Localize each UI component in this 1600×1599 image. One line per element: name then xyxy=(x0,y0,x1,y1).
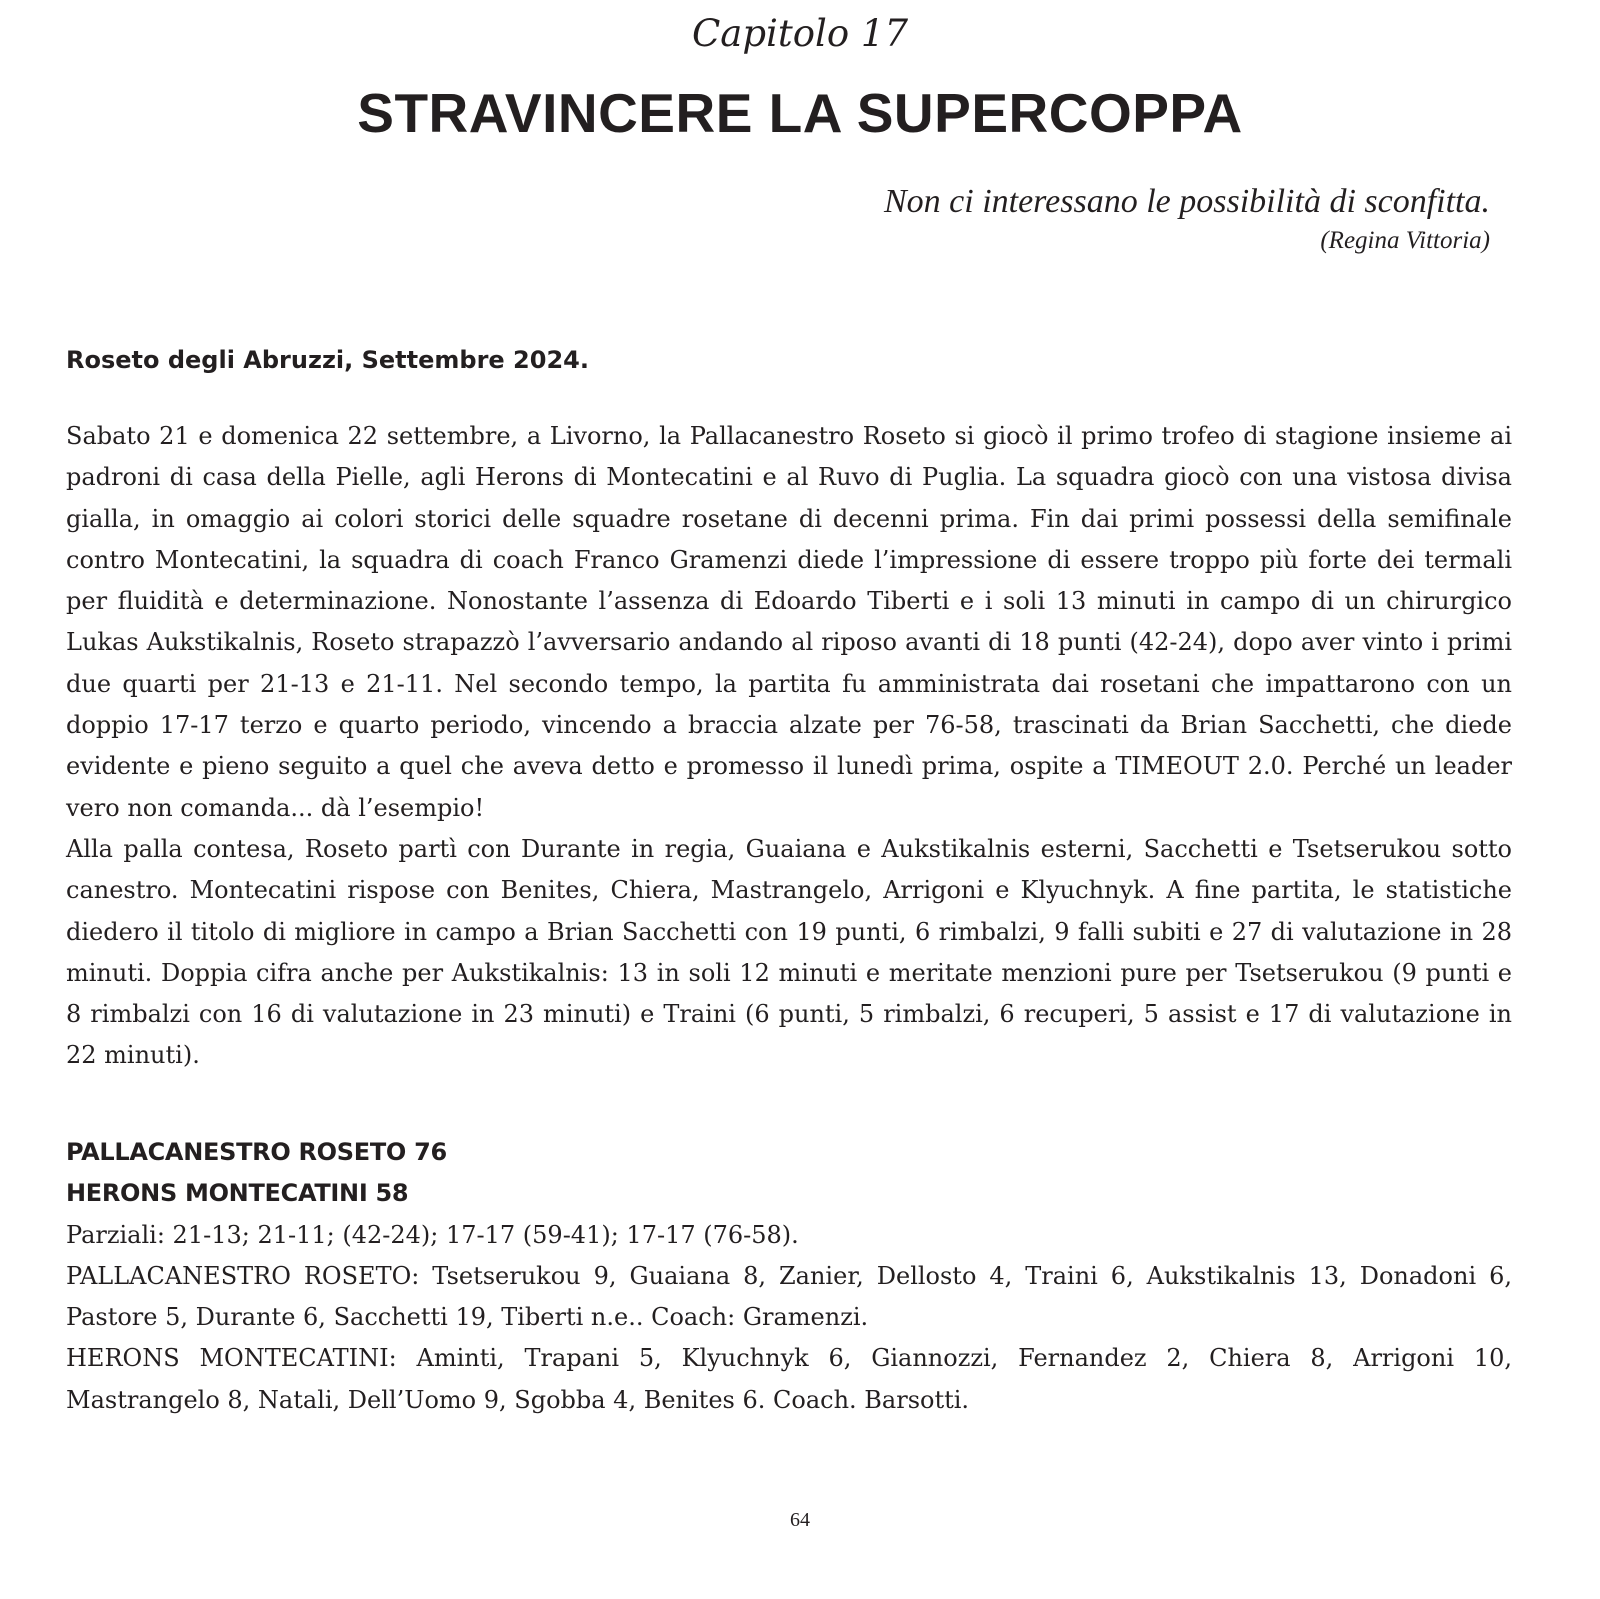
epigraph-quote: Non ci interessano le possibilità di sconfitta. xyxy=(883,183,1490,220)
page-number: 64 xyxy=(790,1509,810,1531)
body-paragraph: Sabato 21 e domenica 22 settembre, a Livorno, la Pallacanestro Roseto si giocò il primo trofeo di stagione insieme ai padroni di casa della Pielle, agli Herons di Montecatini e al Ruvo di Puglia. La squadra giocò con una vistosa divisa gialla, in omaggio ai colori storici delle squadre rosetane di decenni prima. Fin dai primi possessi della semifinale contro Montecatini, la squadra di coach Franco Gramenzi diede l’impressione di essere troppo più forte dei termali per fluidità e determinazione. Nonostante l’assenza di Edoardo Tiberti e i soli 13 minuti in campo di un chirurgico Lukas Aukstikalnis, Roseto strapazzò l’avversario andando al riposo avanti di 18 punti (42-24), dopo aver vinto i primi due quarti per 21-13 e 21-11. Nel secondo tempo, la partita fu amministrata dai rosetani che impattarono con un doppio 17-17 terzo e quarto periodo, vincendo a braccia alzate per 76-58, trascinati da Brian Sacchetti, che diede evidente e pieno seguito a quel che aveva detto e promesso il lunedì prima, ospite a TIMEOUT 2.0. Perché un leader vero non comanda... dà l’esempio! xyxy=(66,422,1512,822)
home-roster: PALLACANESTRO ROSETO: Tsetserukou 9, Guaiana 8, Zanier, Dellosto 4, Traini 6, Aukstikalnis 13, Donadoni 6, Pastore 5, Durante 6, Sacchetti 19, Tiberti n.e.. Coach: Gramenzi. xyxy=(66,1261,1512,1332)
epigraph xyxy=(590,180,1490,258)
match-result xyxy=(66,1132,1512,1421)
chapter-label: Capitolo 17 xyxy=(692,12,908,55)
chapter-body xyxy=(66,416,1512,1077)
partials: Parziali: 21-13; 21-11; (42-24); 17-17 (59-41); 17-17 (76-58). xyxy=(66,1220,799,1249)
away-roster: HERONS MONTECATINI: Aminti, Trapani 5, Klyuchnyk 6, Giannozzi, Fernandez 2, Chiera 8, Arrigoni 10, Mastrangelo 8, Natali, Dell’Uomo 9, Sgobba 4, Benites 6. Coach. Barsotti. xyxy=(66,1344,1512,1414)
dateline: Roseto degli Abruzzi, Settembre 2024. xyxy=(66,346,589,374)
away-score-line: HERONS MONTECATINI 58 xyxy=(66,1179,409,1208)
body-paragraph: Alla palla contesa, Roseto partì con Durante in regia, Guaiana e Aukstikalnis esterni, Sacchetti e Tsetserukou sotto canestro. Montecatini rispose con Benites, Chiera, Mastrangelo, Arrigoni e Klyuchnyk. A fine partita, le statistiche diedero il titolo di migliore in campo a Brian Sacchetti con 19 punti, 6 rimbalzi, 9 falli subiti e 27 di valutazione in 28 minuti. Doppia cifra anche per Aukstikalnis: 13 in soli 12 minuti e meritate menzioni pure per Tsetserukou (9 punti e 8 rimbalzi con 16 di valutazione in 23 minuti) e Traini (6 punti, 5 rimbalzi, 6 recuperi, 5 assist e 17 di valutazione in 22 minuti). xyxy=(66,834,1512,1070)
home-score-line: PALLACANESTRO ROSETO 76 xyxy=(66,1138,447,1166)
chapter-title: STRAVINCERE LA SUPERCOPPA xyxy=(357,82,1243,144)
epigraph-author: (Regina Vittoria) xyxy=(1320,227,1490,254)
